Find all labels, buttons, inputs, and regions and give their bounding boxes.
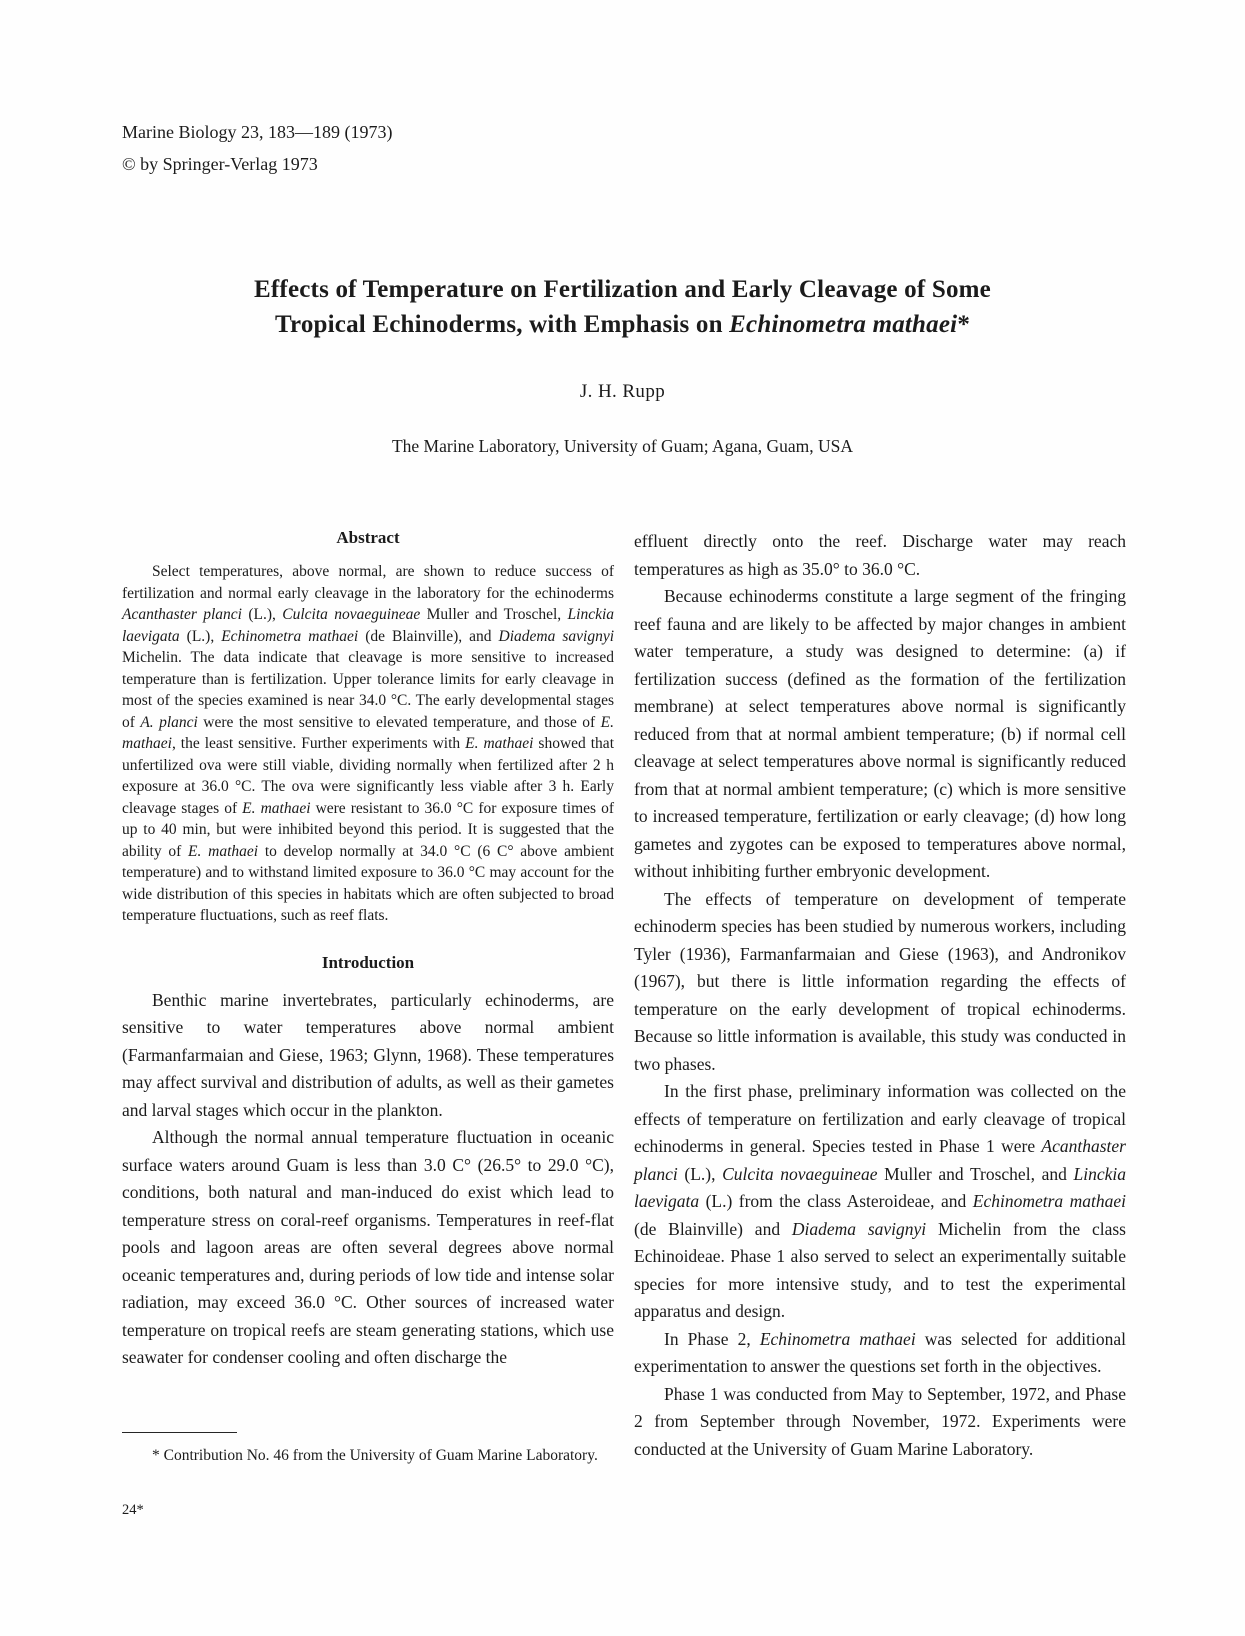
paper-title (0, 272, 1245, 342)
body-paragraph: In the first phase, preliminary information was collected on the effects of temperature on fertilization and early cleavage of tropical echinoderms in general. Species tested in Phase 1 were Acanthaster planci (L.), Culcita novaeguineae Muller and Troschel, and Linckia laevigata (L.) from the class Asteroideae, and Echinometra mathaei (de Blainville) and Diadema savignyi Michelin from the class Echinoideae. Phase 1 also served to select an experimentally suitable species for more intensive study, and to test the experimental apparatus and design. (634, 1081, 1126, 1321)
page-signature-mark: 24* (122, 1502, 144, 1518)
footnote-text: * Contribution No. 46 from the University of Guam Marine Laboratory. (152, 1447, 598, 1464)
footnote-rule (122, 1432, 237, 1433)
body-paragraph: Because echinoderms constitute a large segment of the fringing reef fauna and are likely to be affected by major changes in ambient water temperature, a study was designed to determine: (a) if fertilization success (defined as the formation of the fertilization membrane) at select temperatures above normal is significantly reduced from that at normal ambient temperature; (b) if normal cell cleavage at select temperatures above normal is significantly reduced from that at normal ambient temperature; (c) which is more sensitive to increased temperature, fertilization or early cleavage; (d) how long gametes and zygotes can be exposed to temperatures above normal, without inhibiting further embryonic development. (634, 586, 1126, 881)
intro-paragraph: Although the normal annual temperature fluctuation in oceanic surface waters around Guam is less than 3.0 C° (26.5° to 29.0 °C), conditions, both natural and man-induced do exist which lead to temperature stress on coral-reef organisms. Temperatures in reef-flat pools and lagoon areas are often several degrees above normal oceanic temperatures and, during periods of low tide and intense solar radiation, may exceed 36.0 °C. Other sources of increased water temperature on tropical reefs are steam generating stations, which use seawater for condenser cooling and often discharge the (122, 1127, 614, 1367)
journal-header (122, 116, 392, 180)
body-paragraph: In Phase 2, Echinometra mathaei was selected for additional experimentation to answer the questions set forth in the objectives. (634, 1328, 1127, 1376)
body-paragraph: The effects of temperature on development of temperate echinoderm species has been studied by numerous workers, including Tyler (1936), Farmanfarmaian and Giese (1963), and Andronikov (1967), but there is little information regarding the effects of temperature on the early development of tropical echinoderms. Because so little information is available, this study was conducted in two phases. (634, 888, 1126, 1074)
author-name: J. H. Rupp (579, 381, 666, 402)
left-column (122, 528, 614, 1372)
title-line-2: Tropical Echinoderms, with Emphasis on Echinometra mathaei* (274, 311, 971, 338)
journal-citation: Marine Biology 23, 183—189 (1973) (122, 122, 393, 142)
abstract-heading: Abstract (336, 528, 400, 547)
copyright-line: © by Springer-Verlag 1973 (122, 154, 318, 174)
affiliation: The Marine Laboratory, University of Guam; Agana, Guam, USA (391, 436, 854, 456)
introduction-heading: Introduction (321, 952, 415, 972)
body-paragraph: effluent directly onto the reef. Discharge water may reach temperatures as high as 35.0° to 36.0 °C. (634, 531, 1126, 579)
introduction-section (122, 953, 614, 1372)
abstract-body: Select temperatures, above normal, are shown to reduce success of fertilization and normal early cleavage in the laboratory for the echinoderms Acanthaster planci (L.), Culcita novaeguineae Muller and Troschel, Linckia laevigata (L.), Echinometra mathaei (de Blainville), and Diadema savignyi Michelin. The data indicate that cleavage is more sensitive to increased temperature than is fertilization. Upper tolerance limits for early cleavage in most of the species examined is near 34.0 °C. The early developmental stages of A. planci were the most sensitive to elevated temperature, and those of E. mathaei, the least sensitive. Further experiments with E. mathaei showed that unfertilized ova were still viable, dividing normally when fertilized after 2 h exposure at 36.0 °C. The ova were significantly less viable after 3 h. Early cleavage stages of E. mathaei were resistant to 36.0 °C for exposure times of up to 40 min, but were inhibited beyond this period. It is suggested that the ability of E. mathaei to develop normally at 34.0 °C (6 C° above ambient temperature) and to withstand limited exposure to 36.0 °C may account for the wide distribution of this species in habitats which are often subjected to broad temperature fluctuations, such as reef flats. (122, 563, 615, 924)
abstract-section (122, 528, 614, 927)
title-line-1: Effects of Temperature on Fertilization and Early Cleavage of Some (254, 276, 991, 303)
right-column (634, 528, 1126, 1463)
body-paragraph: Phase 1 was conducted from May to September, 1972, and Phase 2 from September through November, 1972. Experiments were conducted at the University of Guam Marine Laboratory. (634, 1383, 1126, 1459)
intro-paragraph: Benthic marine invertebrates, particularly echinoderms, are sensitive to water temperatures above normal ambient (Farmanfarmaian and Giese, 1963; Glynn, 1968). These temperatures may affect survival and distribution of adults, as well as their gametes and larval stages which occur in the plankton. (122, 989, 614, 1120)
footnote (122, 1432, 614, 1467)
